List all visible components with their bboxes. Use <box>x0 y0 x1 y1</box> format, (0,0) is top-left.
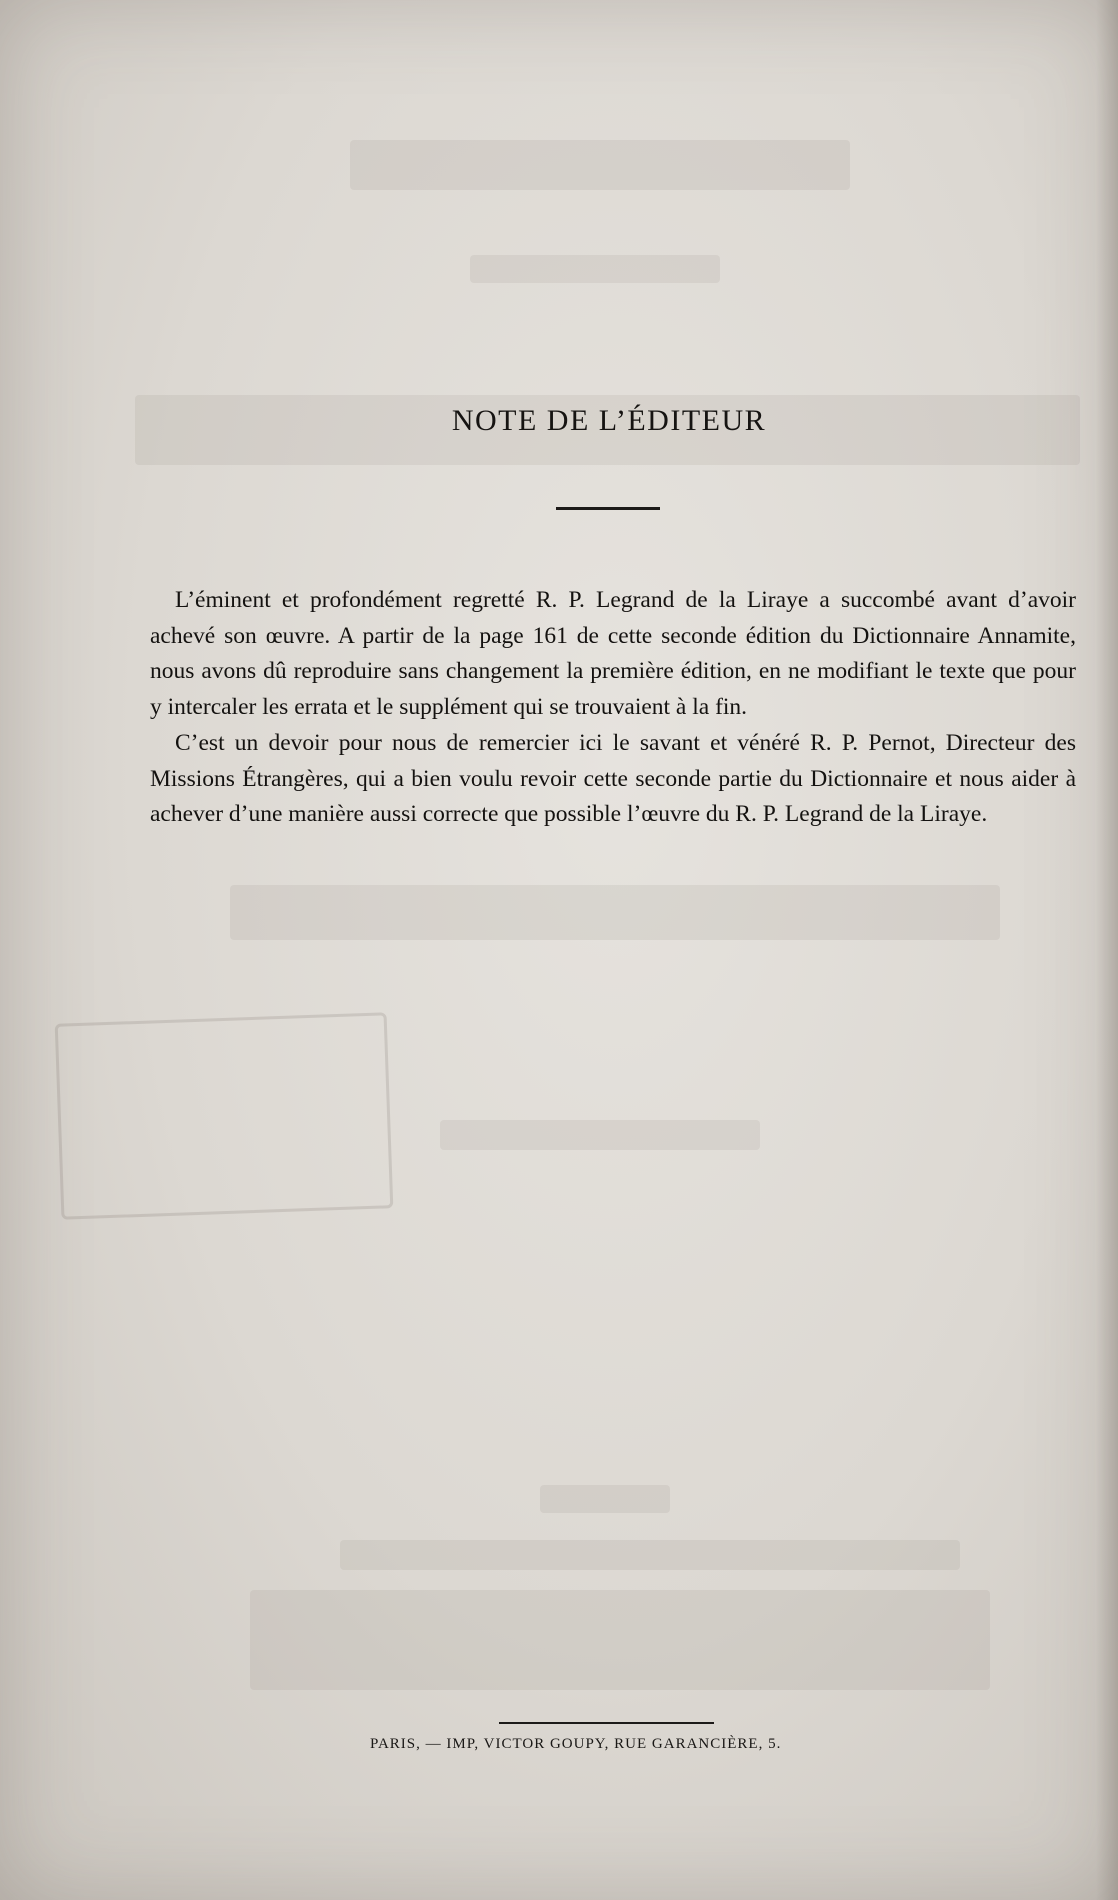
bleed-through-mark <box>440 1120 760 1150</box>
paragraph: L’éminent et profondément regretté R. P. Legrand de la Liraye a succombé avant d’avoir achevé son œuvre. A partir de la page 161 de cette seconde édition du Dictionnaire Annamite, nous avons dû reproduire sans changement la première édition, en ne modifiant le texte que pour y intercaler les errata et le supplément qui se trouvaient à la fin. <box>150 587 1076 721</box>
bleed-through-mark <box>350 140 850 190</box>
page-title: NOTE DE L’ÉDITEUR <box>451 404 767 437</box>
note-body <box>150 583 1076 833</box>
title-divider <box>556 507 660 510</box>
bleed-through-mark <box>230 885 1000 940</box>
paragraph: C’est un devoir pour nous de remercier ici le savant et vénéré R. P. Pernot, Directeur des Missions Étrangères, qui a bien voulu revoir cette seconde partie du Dictionnaire et nous aider à achever d’une manière aussi correcte que possible l’œuvre du R. P. Legrand de la Liraye. <box>150 729 1076 828</box>
bleed-through-mark <box>250 1590 990 1690</box>
bleed-through-mark <box>540 1485 670 1513</box>
printer-imprint: PARIS, — IMP, VICTOR GOUPY, RUE GARANCIÈRE, 5. <box>370 1736 782 1752</box>
footer-divider <box>499 1722 714 1724</box>
faded-library-stamp <box>55 1012 394 1219</box>
page-edge-shadow <box>1096 0 1118 1900</box>
bleed-through-mark <box>470 255 720 283</box>
bleed-through-mark <box>340 1540 960 1570</box>
